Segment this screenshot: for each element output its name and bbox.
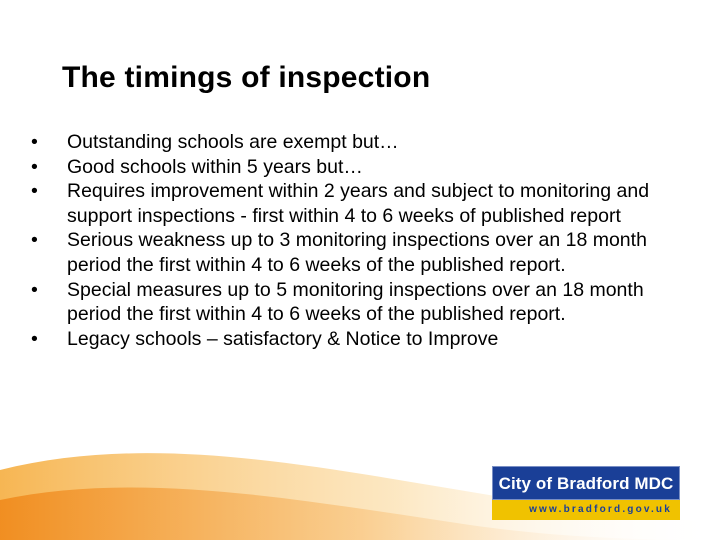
bullet-marker: •: [31, 327, 38, 350]
bullet-item: [31, 278, 691, 327]
bullet-list: [31, 130, 691, 351]
city-of-bradford-logo: [492, 466, 680, 520]
bullet-text: Requires improvement within 2 years and subject to monitoring and support inspections - first within 4 to 6 weeks of published report: [67, 180, 650, 227]
bullet-item: [31, 228, 691, 277]
bullet-item: [31, 327, 691, 352]
bullet-marker: •: [31, 229, 38, 252]
bullet-marker: •: [31, 278, 38, 301]
bullet-text: Good schools within 5 years but…: [67, 155, 363, 178]
bullet-text: Legacy schools – satisfactory & Notice to Improve: [67, 327, 499, 350]
bullet-marker: •: [31, 131, 38, 153]
bullet-item: [31, 155, 691, 180]
logo-name: City of Bradford MDC: [492, 466, 680, 500]
bullet-item: [31, 130, 691, 155]
bullet-text: Serious weakness up to 3 monitoring inspections over an 18 month period the first within 4 to 6 weeks of the published report.: [67, 229, 647, 276]
bullet-text: Outstanding schools are exempt but…: [67, 131, 399, 153]
logo-url: www.bradford.gov.uk: [492, 500, 680, 520]
slide-title: The timings of inspection: [62, 61, 431, 94]
bullet-marker: •: [31, 180, 38, 203]
bullet-marker: •: [31, 155, 38, 178]
bullet-text: Special measures up to 5 monitoring inspections over an 18 month period the first within 4 to 6 weeks of the published report.: [67, 278, 644, 326]
bullet-item: [31, 179, 691, 228]
